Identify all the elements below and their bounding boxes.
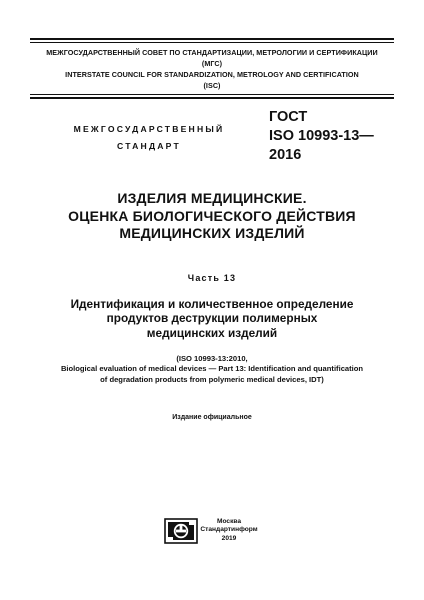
subtitle-line3: медицинских изделий [146, 325, 278, 340]
iso-reference-line2: Biological evaluation of medical devices — Part 13: Identification and quantification [60, 364, 364, 374]
iso-reference-line3: of degradation products from polymeric medical devices, IDT) [100, 374, 324, 384]
subtitle-line2: продуктов деструкции полимерных [106, 311, 318, 326]
title-line1: ИЗДЕЛИЯ МЕДИЦИНСКИЕ. [117, 190, 307, 206]
standard-type-line2: СТАНДАРТ [117, 141, 181, 151]
edition-label: Издание официальное [172, 414, 252, 421]
subtitle-line1: Идентификация и количественное определение [70, 297, 354, 311]
standard-designation [269, 108, 399, 165]
council-en-line2: (ISC) [203, 80, 221, 90]
council-ru-line1: МЕЖГОСУДАРСТВЕННЫЙ СОВЕТ ПО СТАНДАРТИЗАЦИИ, МЕТРОЛОГИИ И СЕРТИФИКАЦИИ [46, 48, 378, 57]
standard-type-line1: МЕЖГОСУДАРСТВЕННЫЙ [73, 124, 225, 134]
part-number: Часть 13 [187, 273, 237, 283]
title-line3: МЕДИЦИНСКИХ ИЗДЕЛИЙ [119, 225, 305, 241]
council-ru [30, 48, 394, 69]
top-rule-thick [30, 38, 394, 40]
designation-line1: ГОСТ [269, 109, 308, 125]
document-subtitle [30, 297, 394, 340]
standartinform-logo-icon [164, 518, 198, 544]
iso-reference-line1: (ISO 10993-13:2010, [176, 354, 248, 363]
iso-reference [30, 354, 394, 385]
publisher-city: Москва [216, 518, 242, 525]
top-rule-thin [30, 42, 394, 43]
council-ru-line2: (МГС) [201, 58, 223, 68]
designation-line2: ISO 10993-13— [269, 128, 374, 144]
publisher-year: 2019 [221, 534, 237, 542]
middle-rule-thin [30, 94, 394, 95]
designation-line3: 2016 [269, 147, 302, 163]
document-title [30, 190, 394, 243]
middle-rule-thick [30, 97, 394, 99]
title-line2: ОЦЕНКА БИОЛОГИЧЕСКОГО ДЕЙСТВИЯ [68, 207, 356, 224]
standard-type [44, 121, 254, 155]
publisher-name: Стандартинформ [200, 526, 258, 534]
publisher-info [196, 518, 262, 543]
council-en-line1: INTERSTATE COUNCIL FOR STANDARDIZATION, METROLOGY AND CERTIFICATION [65, 70, 359, 79]
council-en [30, 70, 394, 91]
